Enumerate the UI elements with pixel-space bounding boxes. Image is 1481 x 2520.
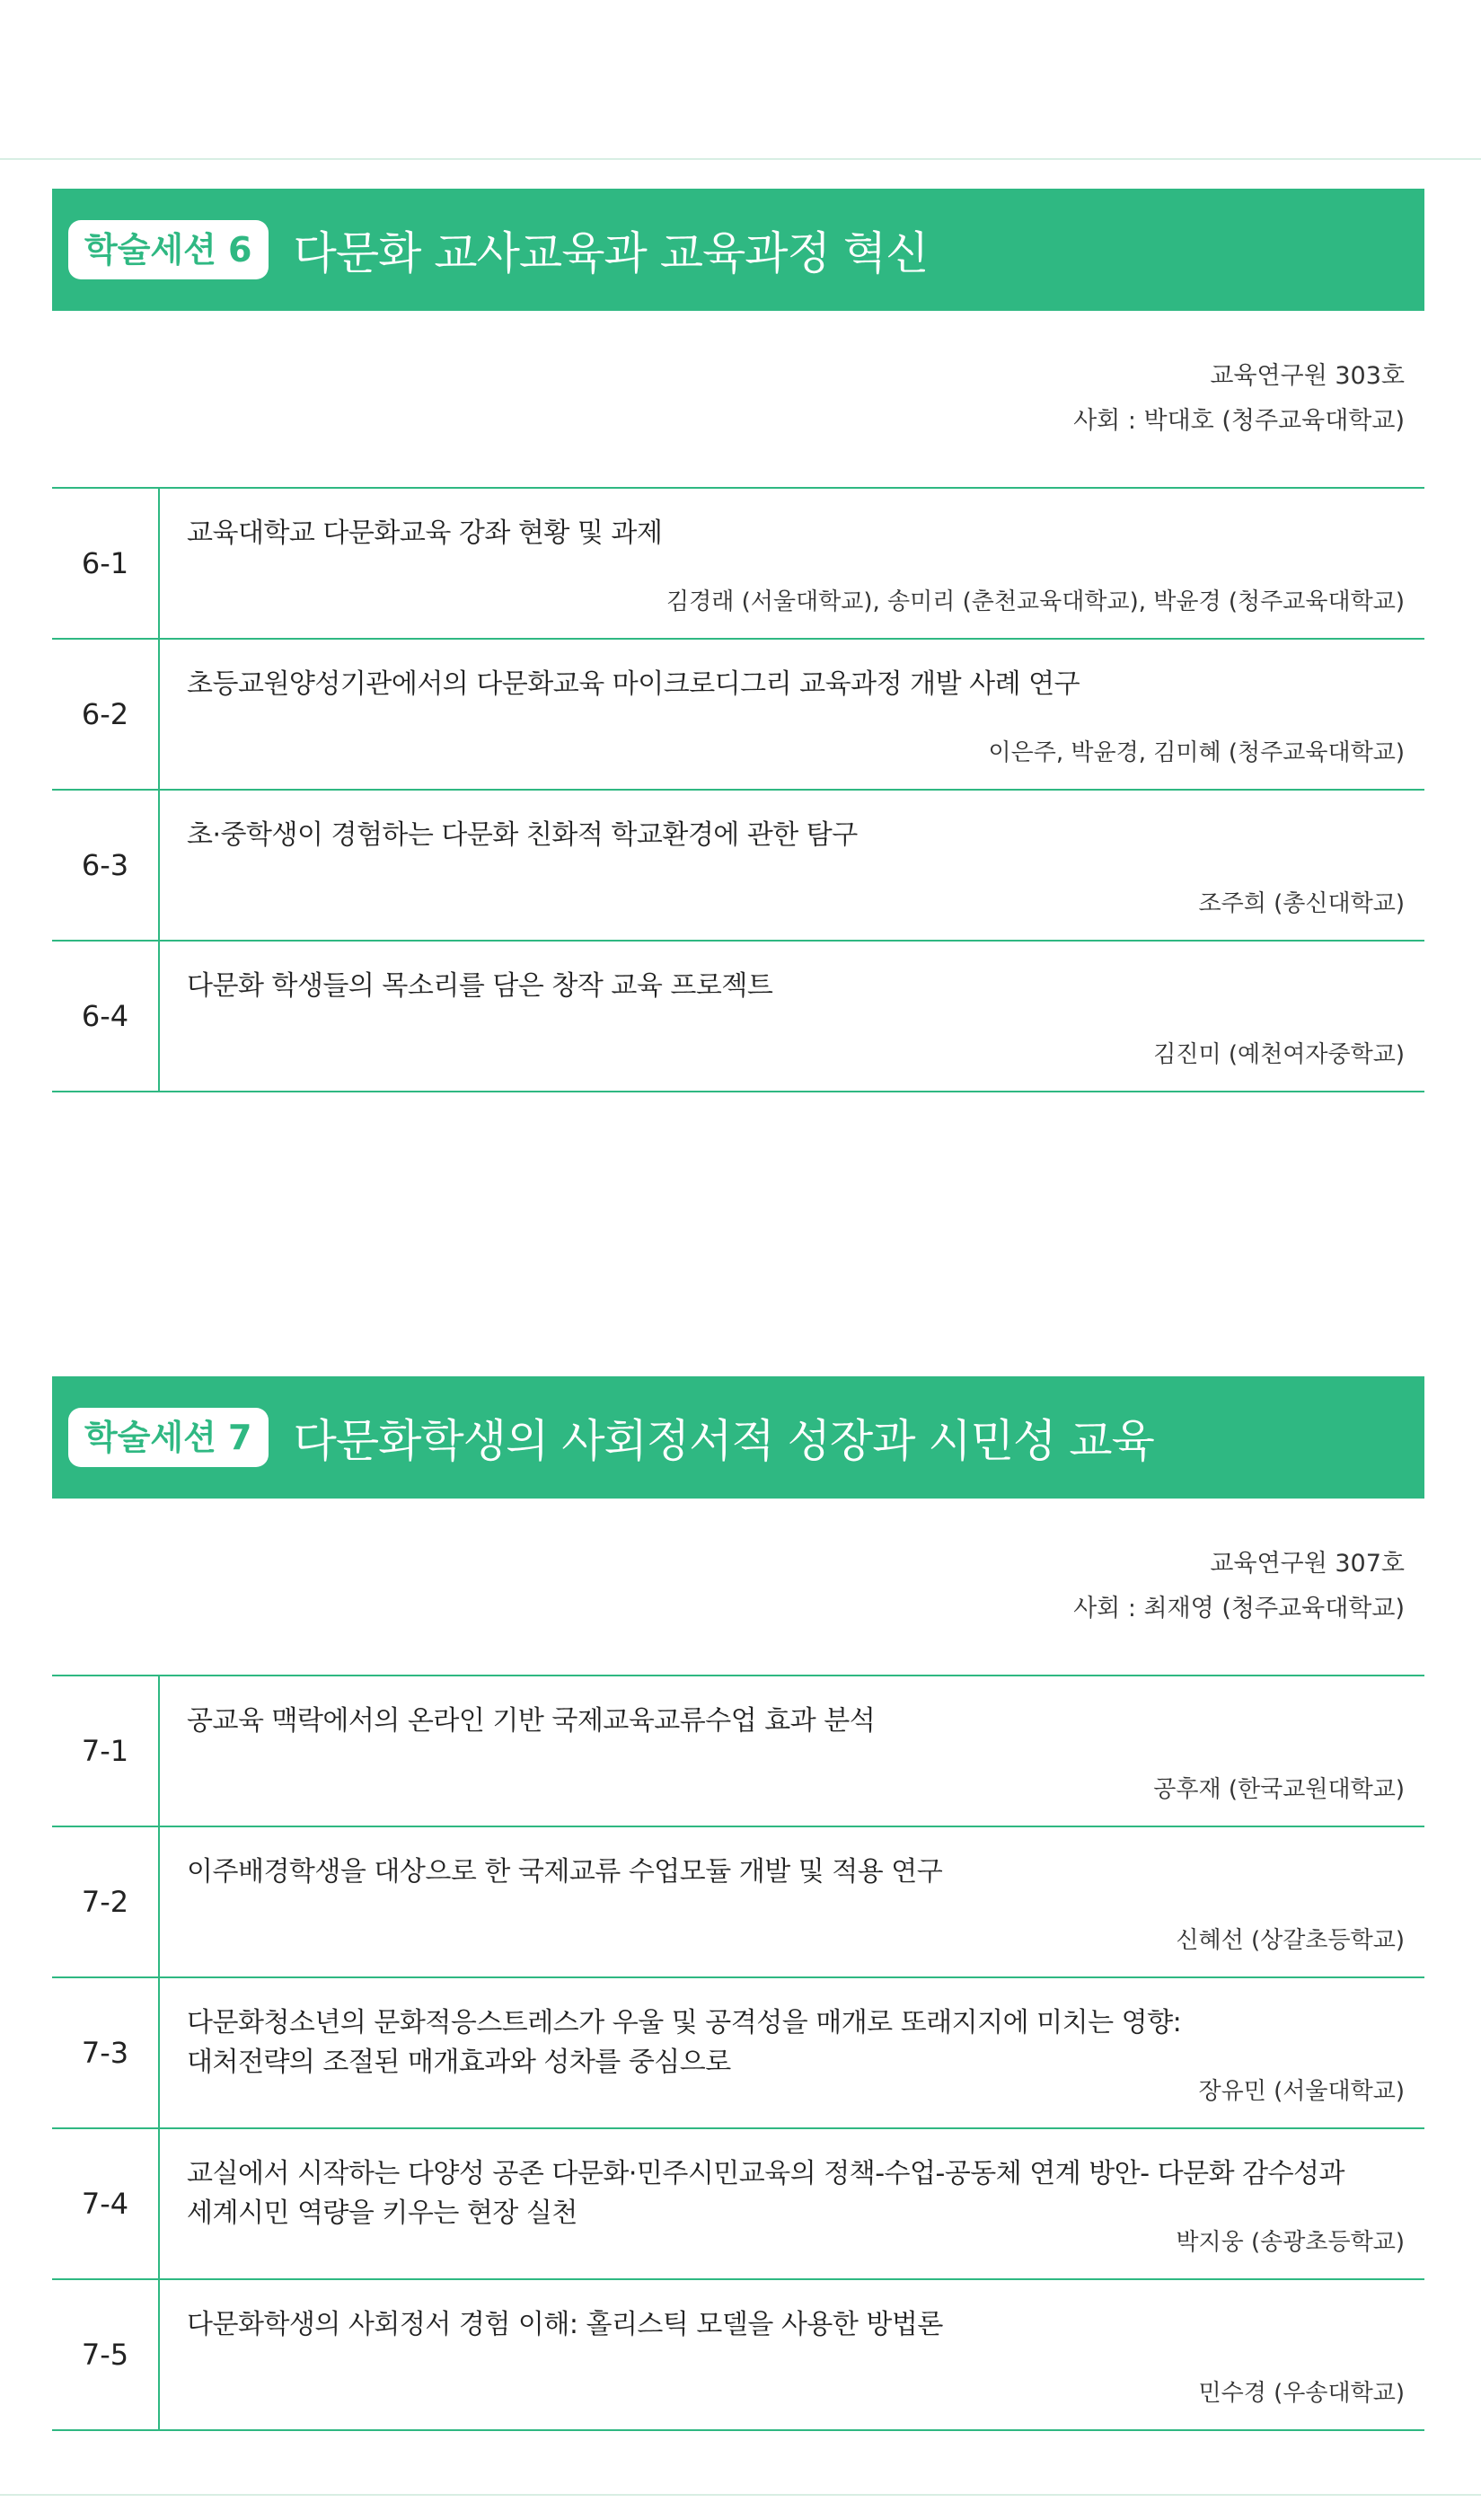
- paper-title-line-1: 교실에서 시작하는 다양성 공존 다문화·민주시민교육의 정책-수업-공동체 연계 방안- 다문화 감수성과: [187, 2158, 1345, 2189]
- paper-title-line-2: 세계시민 역량을 키우는 현장 실천: [187, 2197, 577, 2229]
- session-7: [52, 1376, 1424, 2431]
- row-number: 7-2: [52, 1827, 160, 1976]
- row-number: 6-3: [52, 791, 160, 940]
- session-meta: [52, 354, 1424, 444]
- session-badge: 학술세션 7: [68, 1408, 269, 1467]
- row-number: 7-5: [52, 2280, 160, 2429]
- paper-title: 초등교원양성기관에서의 다문화교육 마이크로디그리 교육과정 개발 사례 연구: [187, 668, 1080, 700]
- paper-title: 공교육 맥락에서의 온라인 기반 국제교육교류수업 효과 분석: [187, 1705, 876, 1737]
- paper-title-line-2: 대처전략의 조절된 매개효과와 성차를 중심으로: [187, 2047, 731, 2078]
- session-room: 교육연구원 303호: [1210, 362, 1405, 390]
- row-body: [160, 942, 1424, 1091]
- paper-authors: 이은주, 박윤경, 김미혜 (청주교육대학교): [988, 739, 1405, 766]
- bottom-divider: [0, 2494, 1481, 2496]
- session-title: 다문화학생의 사회정서적 성장과 시민성 교육: [293, 1415, 1154, 1467]
- session-moderator: 사회 : 최재영 (청주교육대학교): [1073, 1595, 1405, 1623]
- session-moderator: 사회 : 박대호 (청주교육대학교): [1073, 407, 1405, 435]
- paper-title: 교육대학교 다문화교육 강좌 현황 및 과제: [187, 517, 663, 549]
- session-title: 다문화 교사교육과 교육과정 혁신: [293, 227, 929, 279]
- table-row: [52, 942, 1424, 1092]
- table-row: [52, 2280, 1424, 2431]
- row-body: [160, 791, 1424, 940]
- paper-title: 다문화학생의 사회정서 경험 이해: 홀리스틱 모델을 사용한 방법론: [187, 2309, 943, 2340]
- paper-authors: 공후재 (한국교원대학교): [1153, 1776, 1405, 1803]
- table-row: [52, 2129, 1424, 2280]
- row-number: 7-4: [52, 2129, 160, 2278]
- row-body: [160, 640, 1424, 789]
- session-badge: 학술세션 6: [68, 220, 269, 279]
- row-body: [160, 2129, 1424, 2278]
- row-body: [160, 489, 1424, 638]
- table-row: [52, 1676, 1424, 1827]
- paper-title-line-1: 다문화청소년의 문화적응스트레스가 우울 및 공격성을 매개로 또래지지에 미치는 영향:: [187, 2007, 1182, 2038]
- session-banner: [52, 189, 1424, 311]
- row-number: 6-1: [52, 489, 160, 638]
- row-body: [160, 1827, 1424, 1976]
- session-banner: [52, 1376, 1424, 1499]
- paper-authors: 민수경 (우송대학교): [1198, 2380, 1405, 2407]
- row-number: 7-3: [52, 1978, 160, 2127]
- paper-authors: 김진미 (예천여자중학교): [1153, 1041, 1405, 1068]
- row-number: 6-2: [52, 640, 160, 789]
- program-table: [52, 1675, 1424, 2431]
- table-row: [52, 489, 1424, 640]
- paper-authors: 장유민 (서울대학교): [1198, 2078, 1405, 2105]
- session-room: 교육연구원 307호: [1210, 1550, 1405, 1578]
- paper-authors: 김경래 (서울대학교), 송미리 (춘천교육대학교), 박윤경 (청주교육대학교): [666, 588, 1405, 615]
- row-number: 7-1: [52, 1676, 160, 1826]
- row-body: [160, 1978, 1424, 2127]
- top-divider: [0, 158, 1481, 160]
- paper-authors: 신혜선 (상갈초등학교): [1176, 1927, 1405, 1954]
- table-row: [52, 1978, 1424, 2129]
- table-row: [52, 640, 1424, 791]
- paper-title: 다문화 학생들의 목소리를 담은 창작 교육 프로젝트: [187, 970, 773, 1002]
- row-number: 6-4: [52, 942, 160, 1091]
- paper-authors: 조주희 (총신대학교): [1198, 890, 1405, 917]
- paper-title: 이주배경학생을 대상으로 한 국제교류 수업모듈 개발 및 적용 연구: [187, 1856, 943, 1888]
- table-row: [52, 791, 1424, 942]
- paper-authors: 박지웅 (송광초등학교): [1176, 2229, 1405, 2256]
- session-meta: [52, 1542, 1424, 1631]
- paper-title: 초·중학생이 경험하는 다문화 친화적 학교환경에 관한 탐구: [187, 819, 858, 851]
- program-table: [52, 487, 1424, 1092]
- session-6: [52, 189, 1424, 1092]
- row-body: [160, 1676, 1424, 1826]
- row-body: [160, 2280, 1424, 2429]
- table-row: [52, 1827, 1424, 1978]
